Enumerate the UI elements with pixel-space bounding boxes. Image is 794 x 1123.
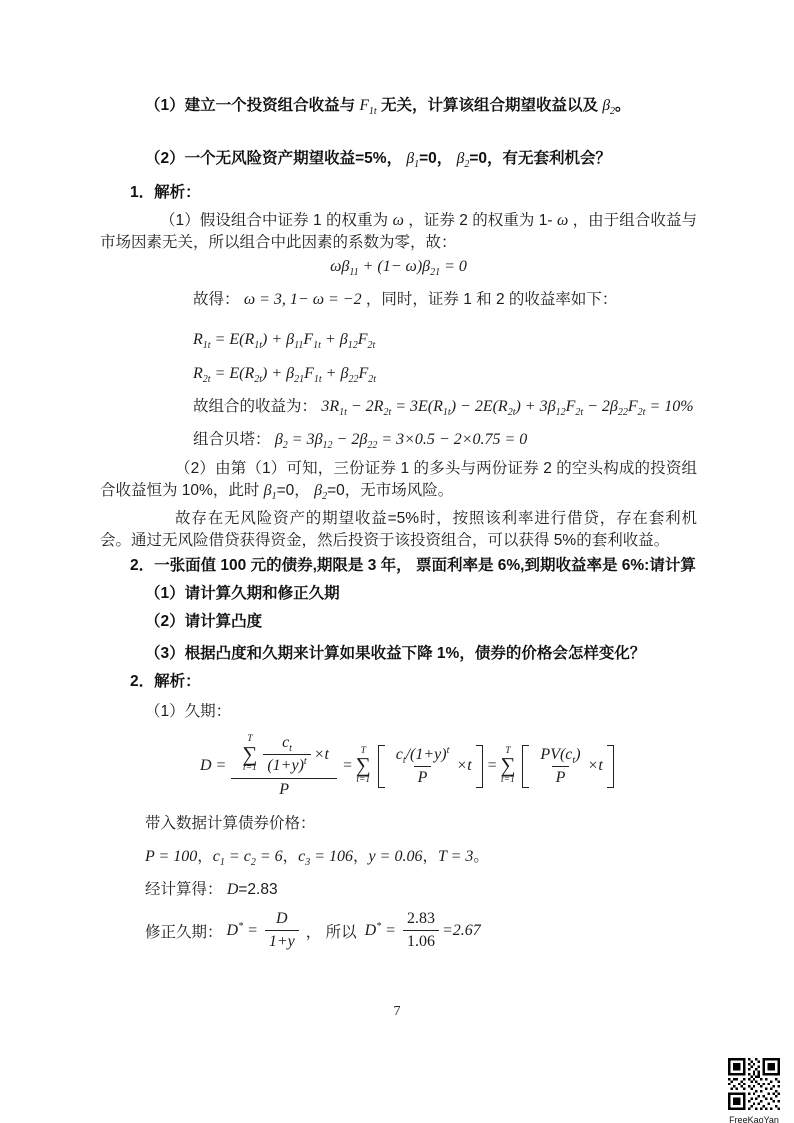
question-1-sub1 — [100, 95, 697, 117]
formula-return-2 — [100, 363, 697, 385]
summation-symbol — [500, 747, 515, 786]
math-expression: $\omega\beta_{11} + (1- \omega)\beta_{21} = 0$ — [330, 258, 467, 278]
text-segment: ，证券 2 的权重为 1- — [403, 212, 557, 229]
text-segment: （2）由第（1）可知，三份证券 1 的多头与两份证券 2 的空头构成的投资组合收益恒为 10%，此时 — [100, 460, 697, 499]
formula-return-1 — [100, 329, 697, 351]
solution-1-heading: 1．解析： — [130, 184, 201, 201]
big-fraction — [231, 733, 337, 799]
watermark-block — [727, 1058, 781, 1123]
text-segment: 无关，计算该组合期望收益以及 — [376, 97, 603, 114]
math-lhs: D* = — [226, 920, 258, 939]
formula-weight-condition — [100, 256, 697, 278]
math-lhs: D = — [200, 757, 227, 774]
times-t: ×t — [313, 745, 329, 763]
sum-upper-limit: T — [247, 734, 253, 745]
text-segment: =2.83 — [238, 881, 278, 898]
text-segment: （1）假设组合中证券 1 的权重为 — [160, 212, 393, 229]
right-bracket-icon — [607, 745, 614, 788]
fraction — [392, 745, 454, 788]
summation-symbol — [242, 735, 257, 774]
watermark-text: FreeKaoYan — [729, 1115, 779, 1123]
fraction — [536, 745, 584, 788]
text-segment: （1）建立一个投资组合收益与 — [145, 97, 360, 114]
question-2-sub3: （3）根据凸度和久期来计算如果收益下降 1%，债券的价格会怎样变化？ — [145, 645, 646, 662]
math-segment: P = 100 — [145, 848, 198, 865]
math-segment: ω — [392, 212, 404, 229]
math-segment: ω — [556, 212, 569, 229]
text-segment: =0，无市场风险。 — [327, 482, 454, 499]
text-segment: ， — [197, 848, 213, 865]
math-segment: $c_3 = 106$ — [298, 848, 354, 868]
question-2-heading: 2．一张面值 100 元的债券,期限是 3 年， 票面利率是 6%,到期收益率是 6%:请计算 — [130, 557, 696, 574]
math-segment: $\beta_2$ — [314, 482, 328, 502]
math-segment: $F_{1t}$ — [359, 97, 377, 117]
fraction — [403, 909, 439, 952]
math-segment: $\beta_2$ — [602, 97, 616, 117]
question-2-sub2: （2）请计算凸度 — [145, 613, 263, 630]
duration-formula — [100, 733, 697, 799]
text-segment: ， — [353, 848, 369, 865]
math-segment: $\beta_1$ — [263, 482, 277, 502]
sum-lower-limit: t=1 — [242, 763, 257, 774]
fraction-denominator: P — [414, 766, 432, 788]
text-segment: 故得： — [193, 291, 244, 308]
formula-portfolio-return — [100, 396, 697, 418]
question-2-sub1: （1）请计算久期和修正久期 — [145, 585, 340, 602]
question-1-sub2 — [100, 148, 697, 170]
right-bracket-icon — [476, 745, 483, 788]
text-segment: 组合贝塔： — [193, 431, 275, 448]
bracket-group — [378, 745, 483, 788]
formula-portfolio-beta — [100, 429, 697, 451]
fraction-denominator: P — [552, 766, 570, 788]
left-bracket-icon — [378, 745, 385, 788]
page-content — [100, 95, 697, 952]
result-value: =2.67 — [441, 921, 481, 939]
math-segment: D — [226, 881, 239, 898]
solution-2-heading: 2．解析： — [130, 673, 201, 690]
text-segment: ， — [282, 848, 299, 865]
text-segment: 。 — [615, 97, 631, 114]
math-expression: $R_{2t} = E(R_{2t}) + \beta_{21}F_{1t} + \beta_{22}F_{2t}$ — [193, 365, 376, 385]
math-lhs: D* = — [364, 920, 396, 939]
modified-duration-formula — [100, 909, 697, 952]
solution-1-para-3 — [100, 508, 697, 552]
math-segment: T = 3 — [437, 848, 474, 865]
text-segment: =0， — [419, 150, 457, 167]
math-segment: $\beta_2$ — [456, 150, 470, 170]
text-segment: ，由于组合收益与市场因素无关，所以组合中此因素的系数为零，故： — [100, 212, 698, 251]
qr-code-icon — [728, 1058, 780, 1110]
text-segment: 故存在无风险资产的期望收益=5%时，按照该利率进行借贷，存在套利机会。通过无风险借贷获得资金，然后投资于该投资组合，可以获得 5%的套利收益。 — [100, 510, 697, 549]
page-number: 7 — [393, 1004, 401, 1019]
text-segment: ， — [422, 848, 438, 865]
modified-duration-label: 修正久期： — [145, 923, 223, 941]
solution-1-para-1 — [100, 210, 697, 254]
math-segment: $3R_{1t} - 2R_{2t} = 3E(R_{1t}) - 2E(R_{2t}) + 3\beta_{12}F_{2t} - 2\beta_{22}F_{2t} = 10\%$ — [321, 398, 694, 418]
fraction-denominator: 1+y — [265, 930, 299, 952]
text-segment: 故组合的收益为： — [193, 398, 322, 415]
big-denominator: P — [231, 778, 337, 799]
equals-sign: = — [341, 757, 353, 774]
math-segment: $c_1 = c_2 = 6$ — [212, 848, 283, 868]
text-segment: （2）一个无风险资产期望收益=5%， — [145, 150, 407, 167]
fraction-numerator: $c_t$ — [282, 734, 292, 754]
solution-2-sub1: （1）久期： — [145, 703, 232, 720]
fraction — [265, 909, 299, 952]
solution-1-para-2 — [100, 458, 697, 502]
fraction-numerator: $PV(c_t)$ — [540, 745, 581, 766]
sum-upper-limit: T — [505, 745, 511, 756]
sum-lower-limit: t=1 — [501, 774, 515, 785]
fraction — [263, 733, 310, 776]
left-bracket-icon — [522, 745, 529, 788]
fraction-numerator: D — [276, 910, 288, 927]
sum-lower-limit: t=1 — [356, 774, 371, 785]
text-segment: =0， — [276, 482, 315, 499]
summation-symbol — [356, 747, 371, 786]
big-numerator — [231, 733, 337, 778]
math-segment: $\beta_2 = 3\beta_{12} - 2\beta_{22} = 3\times 0.5 - 2\times 0.75 = 0$ — [274, 431, 528, 451]
text-segment: 经计算得： — [145, 881, 227, 898]
sigma-icon: ∑ — [355, 753, 371, 778]
times-t: ×t — [587, 757, 603, 774]
equals-sign: = — [486, 757, 498, 774]
fraction-numerator: 2.83 — [406, 910, 435, 927]
sigma-icon: ∑ — [242, 741, 258, 766]
math-segment: ω = 3, 1− ω = −2 — [243, 291, 362, 308]
times-t: ×t — [456, 757, 472, 774]
sum-upper-limit: T — [360, 745, 366, 756]
sigma-icon: ∑ — [500, 753, 516, 778]
duration-result-line — [100, 879, 697, 901]
data-substitution-line: 带入数据计算债券价格： — [145, 815, 316, 832]
text-segment: ，同时，证券 1 和 2 的收益率如下： — [361, 291, 618, 308]
math-expression: $R_{1t} = E(R_{1t}) + \beta_{11}F_{1t} + \beta_{12}F_{2t}$ — [193, 331, 376, 351]
fraction-denominator: 1.06 — [403, 930, 439, 952]
connector-text: ， 所以 — [305, 923, 357, 941]
fraction-denominator: $(1+y)^t$ — [263, 754, 310, 776]
text-segment: =0，有无套利机会？ — [469, 150, 612, 167]
fraction-numerator: $c_t/(1+y)^t$ — [395, 744, 450, 766]
math-segment: $\beta_1$ — [406, 150, 420, 170]
parameter-values-line — [100, 846, 697, 868]
line-weights-result — [100, 289, 697, 311]
bracket-group — [522, 745, 613, 788]
text-segment: 。 — [473, 848, 489, 865]
math-segment: y = 0.06 — [368, 848, 423, 865]
